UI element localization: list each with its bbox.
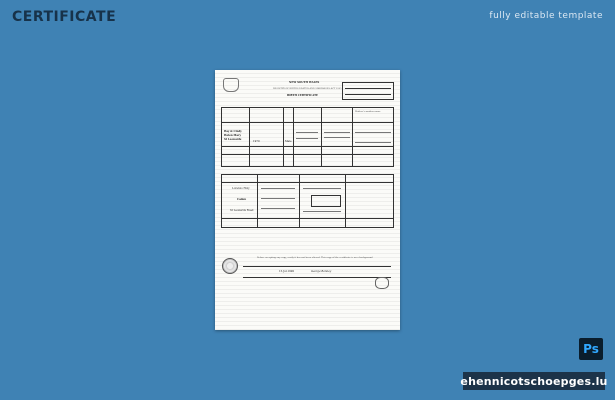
photoshop-icon: Ps	[579, 338, 603, 360]
date-of-birth: 1970	[253, 140, 260, 143]
footer-note: Before accepting any copy, verify it has not been altered. This copy of the certificate is on a background	[257, 256, 373, 259]
seal-icon	[222, 258, 238, 274]
informant-line-1: Lorenzo Holy	[232, 187, 250, 190]
birth-details-table	[221, 107, 394, 167]
page-title: CERTIFICATE	[12, 9, 117, 25]
registration-date: 15.Jul.1990	[279, 270, 295, 273]
certificate-state: NEW SOUTH WALES	[289, 81, 320, 84]
registrar-signature: George Banney	[311, 270, 332, 273]
page-subtitle: fully editable template	[489, 11, 603, 21]
certificate-doc-title: BIRTH CERTIFICATE	[287, 94, 318, 97]
sex-value: Male	[285, 140, 292, 143]
stamp-icon	[375, 277, 389, 289]
informant-line-2: Caden	[237, 198, 247, 201]
crest-icon	[223, 78, 239, 92]
mother-label: Mother's maiden name	[355, 110, 381, 113]
certificate-preview	[215, 70, 400, 330]
site-badge: ehennicotschoepges.lu	[463, 372, 605, 390]
certificate-authority: REGISTRY OF BIRTHS DEATHS AND MARRIAGES ACT 1995	[273, 87, 342, 90]
child-name-line-2: Helen Mary	[224, 134, 241, 137]
child-name-line-1: Ray & Cindy	[224, 130, 242, 133]
informant-line-3: St Leonards Road	[230, 209, 254, 212]
child-name-line-3: St Leonards	[224, 138, 242, 141]
registration-box	[342, 82, 394, 100]
